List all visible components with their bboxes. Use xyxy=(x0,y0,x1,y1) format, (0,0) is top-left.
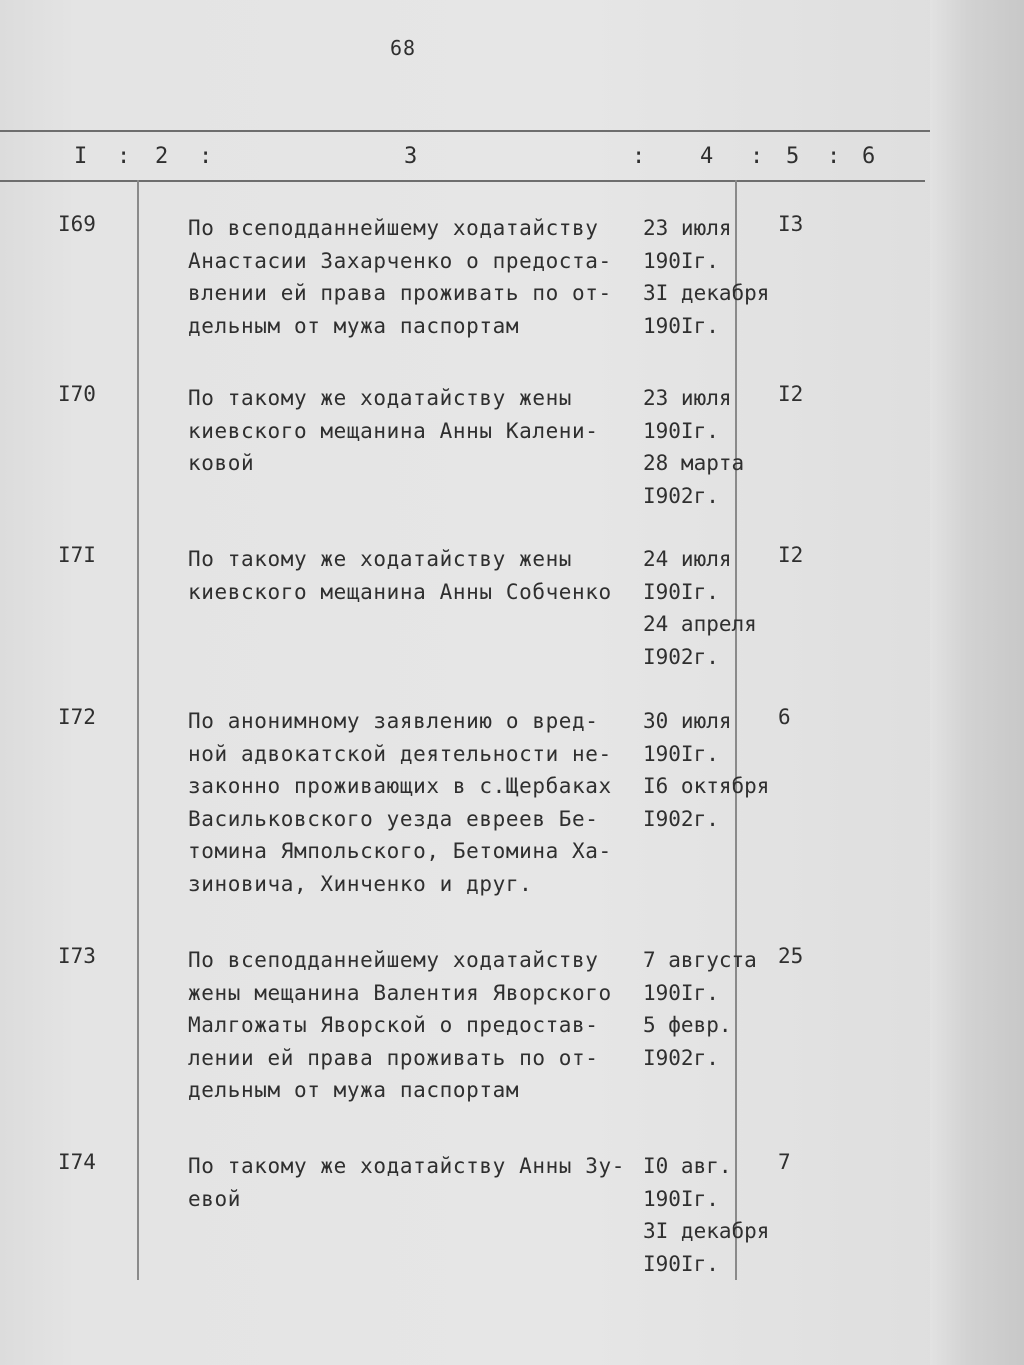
end-date: I6 октября xyxy=(643,774,770,798)
entry-dates xyxy=(643,212,783,342)
start-year: 190Iг. xyxy=(643,741,719,766)
sheet-count: I3 xyxy=(778,212,804,236)
entry-description: По всеподданнейшему ходатайству Анастасии Захарченко о предоста- влении ей права проживать по от- дельным от мужа паспортам xyxy=(188,216,612,338)
end-year: I902г. xyxy=(643,1045,719,1070)
column-separator: : xyxy=(117,144,131,169)
start-date: 30 июля xyxy=(643,709,732,733)
column-header-3: 3 xyxy=(404,144,418,169)
entry-dates xyxy=(643,705,783,835)
end-year: I90Iг. xyxy=(643,1251,719,1276)
end-year: I902г. xyxy=(643,483,719,508)
end-year: 190Iг. xyxy=(643,313,719,338)
column-header-2: 2 xyxy=(155,144,169,169)
end-date: 3I декабря xyxy=(643,1219,770,1243)
end-year: I902г. xyxy=(643,806,719,831)
page-edge-shadow xyxy=(930,0,1024,1365)
start-date: 7 августа xyxy=(643,948,757,972)
column-header-6: 6 xyxy=(862,144,876,169)
entry-description: По такому же ходатайству Анны Зу- евой xyxy=(188,1154,626,1211)
start-date: 23 июля xyxy=(643,216,732,240)
entry-description: По такому же ходатайству жены киевского мещанина Анны Собченко xyxy=(188,547,612,604)
sheet-count: I2 xyxy=(778,543,804,567)
column-header-1: I xyxy=(74,144,88,169)
start-date: I0 авг. xyxy=(643,1154,732,1178)
entry-number: I73 xyxy=(58,944,96,968)
entry-number: I7I xyxy=(58,543,96,567)
entry-number: I69 xyxy=(58,212,96,236)
column-separator: : xyxy=(750,144,764,169)
end-date: 28 марта xyxy=(643,451,745,475)
column-header-5: 5 xyxy=(786,144,800,169)
sheet-count: 6 xyxy=(778,705,791,729)
column-rule xyxy=(137,180,139,1280)
entry-description: По всеподданнейшему ходатайству жены мещанина Валентия Яворского Малгожаты Яворской о предостав- лении ей права проживать по от- дельным от мужа паспортам xyxy=(188,948,612,1102)
column-separator: : xyxy=(632,144,646,169)
entry-dates xyxy=(643,543,783,673)
start-year: 190Iг. xyxy=(643,418,719,443)
column-header-row xyxy=(0,144,930,174)
end-year: I902г. xyxy=(643,644,719,669)
header-top-rule xyxy=(0,130,930,132)
start-year: 190Iг. xyxy=(643,980,719,1005)
end-date: 3I декабря xyxy=(643,281,770,305)
entry-dates xyxy=(643,1150,783,1280)
sheet-count: I2 xyxy=(778,382,804,406)
start-date: 23 июля xyxy=(643,386,732,410)
entry-number: I70 xyxy=(58,382,96,406)
entry-dates xyxy=(643,944,783,1074)
column-separator: : xyxy=(199,144,213,169)
entry-number: I72 xyxy=(58,705,96,729)
start-year: I90Iг. xyxy=(643,579,719,604)
sheet-count: 25 xyxy=(778,944,804,968)
page-number: 68 xyxy=(390,36,417,60)
start-year: 190Iг. xyxy=(643,1186,719,1211)
start-year: 190Iг. xyxy=(643,248,719,273)
entry-description: По анонимному заявлению о вред- ной адвокатской деятельности не- законно проживающих в с.Щербаках Васильковского уезда евреев Бе- томина Ямпольского, Бетомина Ха- зиновича, Хинченко и друг. xyxy=(188,709,612,896)
entry-dates xyxy=(643,382,783,512)
column-separator: : xyxy=(827,144,841,169)
end-date: 5 февр. xyxy=(643,1013,732,1037)
start-date: 24 июля xyxy=(643,547,732,571)
entry-description: По такому же ходатайству жены киевского мещанина Анны Калени- ковой xyxy=(188,386,599,475)
end-date: 24 апреля xyxy=(643,612,757,636)
column-header-4: 4 xyxy=(700,144,714,169)
sheet-count: 7 xyxy=(778,1150,791,1174)
entry-number: I74 xyxy=(58,1150,96,1174)
